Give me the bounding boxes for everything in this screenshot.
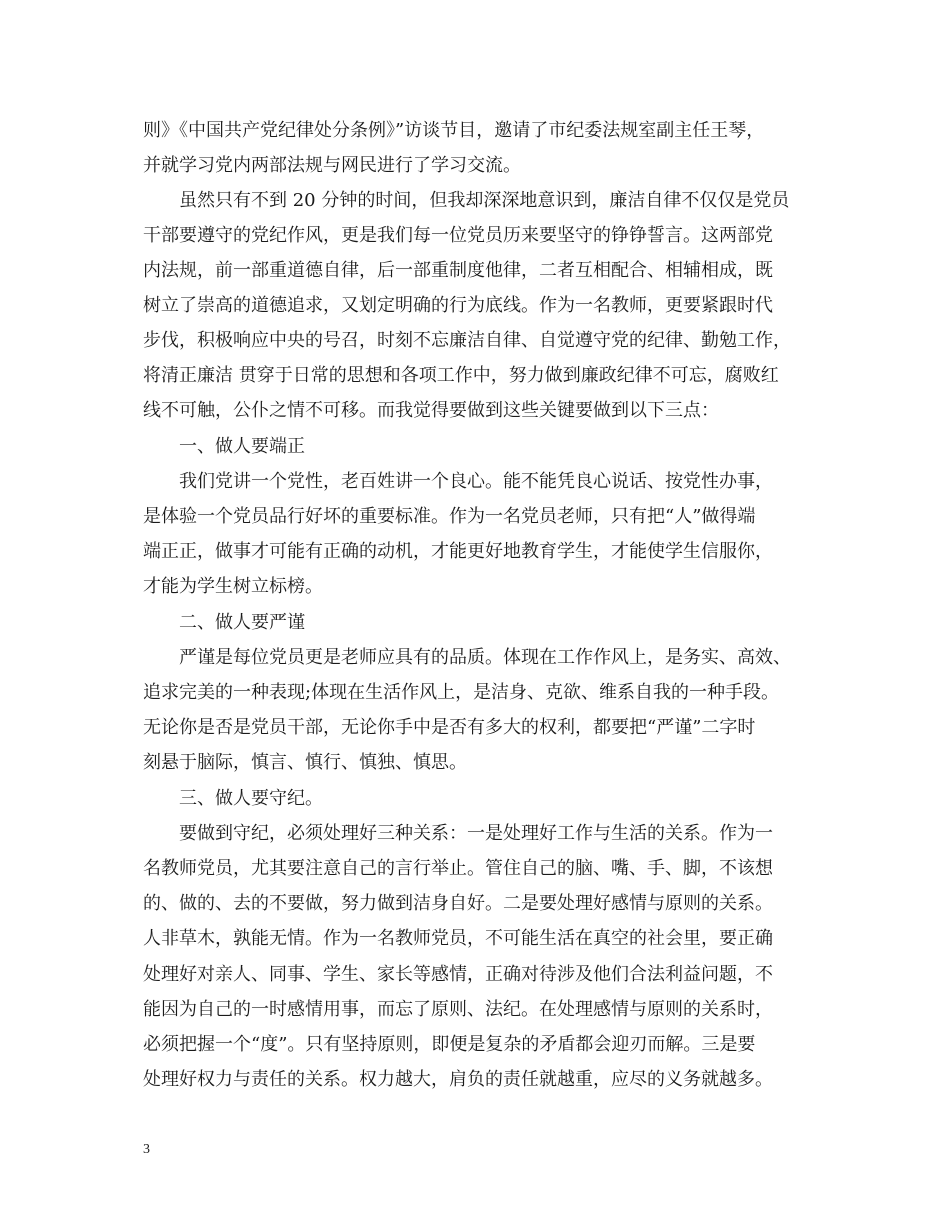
- text-line: 步伐，积极响应中央的号召，时刻不忘廉洁自律、自觉遵守党的纪律、勤勉工作，: [143, 330, 791, 351]
- text-line: 刻悬于脑际，慎言、慎行、慎独、慎思。: [143, 752, 467, 773]
- text-line: 我们党讲一个党性，老百姓讲一个良心。能不能凭良心说话、按党性办事，: [143, 471, 773, 492]
- page-number: 3: [143, 1142, 150, 1157]
- text-line: 追求完美的一种表现;体现在生活作风上，是洁身、克欲、维系自我的一种手段。: [143, 682, 780, 703]
- text-line: 内法规，前一部重道德自律，后一部重制度他律，二者互相配合、相辅相成，既: [143, 260, 773, 281]
- text-line: 的、做的、去的不要做，努力做到洁身自好。二是要处理好感情与原则的关系。: [143, 893, 773, 914]
- text-line: 处理好权力与责任的关系。权力越大，肩负的责任就越重，应尽的义务就越多。: [143, 1069, 773, 1090]
- text-line: 名教师党员，尤其要注意自己的言行举止。管住自己的脑、嘴、手、脚，不该想: [143, 858, 773, 879]
- text-line: 必须把握一个“度”。只有坚持原则，即便是复杂的矛盾都会迎刃而解。三是要: [143, 1034, 756, 1055]
- text-line: 干部要遵守的党纪作风，更是我们每一位党员历来要坚守的铮铮誓言。这两部党: [143, 225, 773, 246]
- text-line: 人非草木，孰能无情。作为一名教师党员，不可能生活在真空的社会里，要正确: [143, 928, 773, 949]
- text-line: 要做到守纪，必须处理好三种关系：一是处理好工作与生活的关系。作为一: [143, 823, 773, 844]
- section-heading: 二、做人要严谨: [143, 612, 305, 633]
- text-line: 严谨是每位党员更是老师应具有的品质。体现在工作作风上，是务实、高效、: [143, 647, 791, 668]
- section-heading: 一、做人要端正: [143, 436, 305, 457]
- text-line: 虽然只有不到 20 分钟的时间，但我却深深地意识到，廉洁自律不仅仅是党员: [143, 190, 790, 211]
- text-line: 是体验一个党员品行好坏的重要标准。作为一名党员老师，只有把“人”做得端: [143, 506, 756, 527]
- text-line: 处理好对亲人、同事、学生、家长等感情，正确对待涉及他们合法利益问题，不: [143, 964, 773, 985]
- text-line: 无论你是否是党员干部，无论你手中是否有多大的权利，都要把“严谨”二字时: [143, 717, 756, 738]
- section-heading: 三、做人要守纪。: [143, 788, 323, 809]
- text-line: 端正正，做事才可能有正确的动机，才能更好地教育学生，才能使学生信服你，: [143, 541, 773, 562]
- text-line: 将清正廉洁 贯穿于日常的思想和各项工作中，努力做到廉政纪律不可忘，腐败红: [143, 365, 779, 386]
- text-line: 才能为学生树立标榜。: [143, 576, 323, 597]
- text-line: 线不可触，公仆之情不可移。而我觉得要做到这些关键要做到以下三点：: [143, 400, 719, 421]
- text-line: 并就学习党内两部法规与网民进行了学习交流。: [143, 155, 521, 176]
- text-line: 则》《中国共产党纪律处分条例》”访谈节目，邀请了市纪委法规室副主任王琴，: [143, 120, 765, 141]
- text-line: 能因为自己的一时感情用事，而忘了原则、法纪。在处理感情与原则的关系时，: [143, 999, 773, 1020]
- text-line: 树立了崇高的道德追求，又划定明确的行为底线。作为一名教师，更要紧跟时代: [143, 295, 773, 316]
